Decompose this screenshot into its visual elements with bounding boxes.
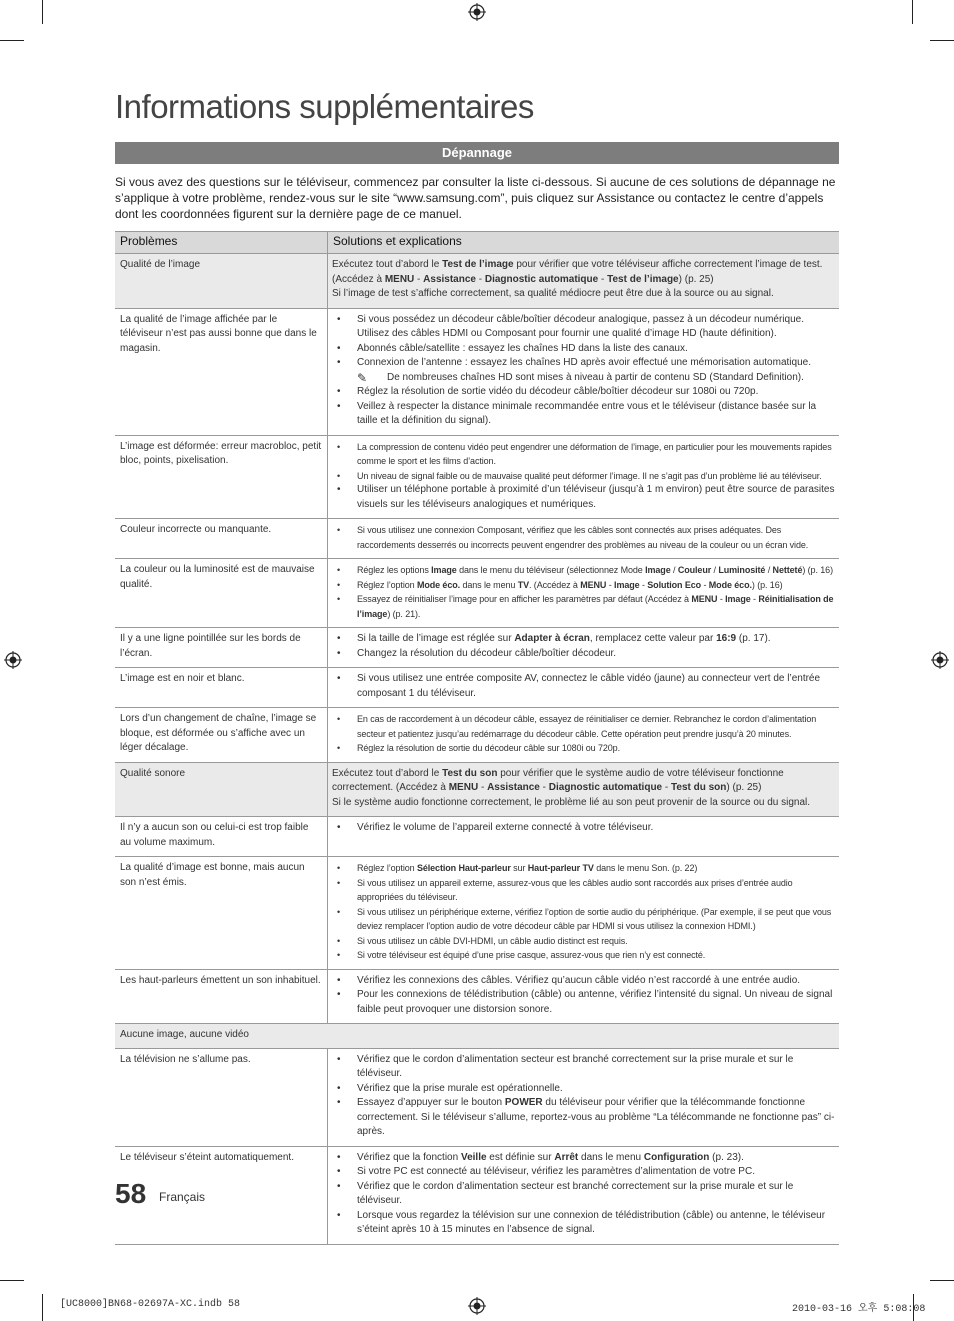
solution-cell [328, 308, 840, 435]
page-language: Français [159, 1190, 206, 1204]
solution-cell [328, 519, 840, 559]
registration-mark-icon [468, 3, 486, 21]
solution-list [332, 440, 835, 513]
registration-mark-icon [931, 651, 949, 669]
table-row [115, 1024, 839, 1049]
list-item: • La compression de contenu vidéo peut engendrer une déformation de l’image, en particulier pour les mouvements rapides comme le sport et les films d’action. [332, 440, 835, 469]
list-item: • Vérifiez que le cordon d’alimentation secteur est branché correctement sur la prise murale et sur le téléviseur. [332, 1180, 835, 1209]
list-item: • En cas de raccordement à un décodeur câble, essayez de réinitialiser ce dernier. Rebranchez le cordon d’alimentation secteur et patientez jusqu’au redémarrage du décodeur câble. Cette opération peut prendre jusqu’à 20 minutes. [332, 712, 835, 741]
problem-cell: Lors d’un changement de chaîne, l’image se bloque, est déformée ou s’affiche avec un léger décalage. [115, 708, 328, 763]
column-header-problems: Problèmes [115, 232, 328, 254]
list-item: • Vérifiez que la fonction Veille est définie sur Arrêt dans le menu Configuration (p. 23). [332, 1151, 835, 1166]
list-item: • Réglez la résolution de sortie vidéo du décodeur câble/boîtier décodeur sur 1080i ou 720p. [332, 385, 835, 400]
solution-cell [328, 969, 840, 1024]
list-item: • Si vous utilisez une entrée composite AV, connectez le câble vidéo (jaune) au connecteur vert de l’entrée composant 1 du téléviseur. [332, 672, 835, 701]
problem-cell: La qualité de l’image affichée par le téléviseur n’est pas aussi bonne que dans le magasin. [115, 308, 328, 435]
list-item: • Si la taille de l’image est réglée sur Adapter à écran, remplacez cette valeur par 16:9 (p. 17). [332, 632, 835, 647]
table-row [115, 817, 839, 857]
list-item: • Essayez d’appuyer sur le bouton POWER du téléviseur pour vérifier que la télécommande fonctionne correctement. Si le téléviseur s’allume, reportez-vous au problème “La télécommande ne fonctionne pas” ci-après. [332, 1096, 835, 1140]
list-item: • Lorsque vous regardez la télévision sur une connexion de télédistribution (câble) ou antenne, le téléviseur s’éteint après 10 à 15 minutes en l’absence de signal. [332, 1209, 835, 1238]
table-body [115, 254, 839, 1245]
list-item: • Si vous utilisez un appareil externe, assurez-vous que les câbles audio sont raccordés aux prises d’entrée audio appropriées du téléviseur. [332, 876, 835, 905]
registration-mark-icon [468, 1297, 486, 1315]
crop-mark [42, 0, 43, 24]
problem-cell: Les haut-parleurs émettent un son inhabituel. [115, 969, 328, 1024]
section-heading-cell: Aucune image, aucune vidéo [115, 1024, 839, 1049]
problem-cell: Qualité de l’image [115, 254, 328, 309]
problem-cell: Il n’y a aucun son ou celui-ci est trop faible au volume maximum. [115, 817, 328, 857]
solution-list [332, 523, 835, 552]
list-item: • Réglez l’option Mode éco. dans le menu TV. (Accédez à MENU - Image - Solution Eco - Mode éco.) (p. 16) [332, 578, 835, 593]
table-row [115, 969, 839, 1024]
list-item: • Veillez à respecter la distance minimale recommandée entre vous et le téléviseur (distance basée sur la taille et la définition du signal). [332, 400, 835, 429]
solution-cell [328, 708, 840, 763]
list-item: • Vérifiez le volume de l’appareil externe connecté à votre téléviseur. [332, 821, 835, 836]
table-row [115, 1146, 839, 1244]
table-row [115, 857, 839, 970]
list-item: • Si votre téléviseur est équipé d’une prise casque, assurez-vous que rien n’y est connecté. [332, 948, 835, 963]
solution-list [332, 712, 835, 756]
table-row [115, 559, 839, 628]
page-title: Informations supplémentaires [115, 88, 534, 125]
crop-mark [912, 0, 913, 24]
list-item: • Vérifiez que la prise murale est opérationnelle. [332, 1082, 835, 1097]
list-item: • Réglez la résolution de sortie du décodeur câble sur 1080i ou 720p. [332, 741, 835, 756]
crop-mark [0, 1280, 24, 1281]
solution-cell [328, 668, 840, 708]
solution-list [332, 672, 835, 701]
solution-cell [328, 435, 840, 519]
list-item: • Un niveau de signal faible ou de mauvaise qualité peut déformer l’image. Il ne s’agit pas d’un problème lié au téléviseur. [332, 469, 835, 484]
list-item: • Vérifiez que le cordon d’alimentation secteur est branché correctement sur la prise murale et sur le téléviseur. [332, 1053, 835, 1082]
crop-mark [0, 40, 24, 41]
crop-mark [930, 1280, 954, 1281]
table-row [115, 628, 839, 668]
solution-list [332, 632, 835, 661]
table-row [115, 435, 839, 519]
problem-cell: La couleur ou la luminosité est de mauvaise qualité. [115, 559, 328, 628]
list-item: • Pour les connexions de télédistribution (câble) ou antenne, vérifiez l’intensité du signal. Un niveau de signal faible peut provoquer une distorsion sonore. [332, 988, 835, 1017]
list-item: • Utiliser un téléphone portable à proximité d’un téléviseur (jusqu’à 1 m environ) peut être source de parasites visuels sur les téléviseurs analogiques et numériques. [332, 483, 835, 512]
solution-cell [328, 1146, 840, 1244]
solution-cell [328, 857, 840, 970]
solution-cell: Exécutez tout d’abord le Test de l’image pour vérifier que votre téléviseur affiche correctement l’image de test. (Accédez à MENU - Assistance - Diagnostic automatique - Test de l’image) (p. 25) Si l’image de test s’affiche correctement, sa qualité médiocre peut être due à la source ou au signal. [328, 254, 840, 309]
list-item: • Essayez de réinitialiser l’image pour en afficher les paramètres par défaut (Accédez à MENU - Image - Réinitialisation de l’image) (p. 21). [332, 592, 835, 621]
list-item: • Réglez les options Image dans le menu du téléviseur (sélectionnez Mode Image / Couleur / Luminosité / Netteté) (p. 16) [332, 563, 835, 578]
registration-mark-icon [4, 651, 22, 669]
list-item: • Si votre PC est connecté au téléviseur, vérifiez les paramètres d’alimentation de votre PC. [332, 1165, 835, 1180]
problem-cell: La télévision ne s’allume pas. [115, 1048, 328, 1146]
column-header-solutions: Solutions et explications [328, 232, 840, 254]
solution-cell: Exécutez tout d’abord le Test du son pour vérifier que le système audio de votre téléviseur fonctionne correctement. (Accédez à MENU - Assistance - Diagnostic automatique - Test du son) (p. 25) Si le système audio fonctionne correctement, le problème lié au son peut provenir de la source ou du signal. [328, 762, 840, 817]
page-number: 58 [115, 1178, 147, 1209]
table-row [115, 254, 839, 309]
crop-mark [930, 40, 954, 41]
intro-paragraph: Si vous avez des questions sur le téléviseur, commencez par consulter la liste ci-dessous. Si aucune de ces solutions de dépannage ne s’applique à votre problème, rendez-vous sur le site “www.samsung.com”, puis cliquez sur Assistance ou contactez le centre d’appels dont les coordonnées figurent sur la dernière page de ce manuel. [115, 175, 836, 221]
list-item: • Réglez l’option Sélection Haut-parleur sur Haut-parleur TV dans le menu Son. (p. 22) [332, 861, 835, 876]
note-item: ✎ De nombreuses chaînes HD sont mises à niveau à partir de contenu SD (Standard Definition). [332, 371, 835, 386]
solution-cell [328, 1048, 840, 1146]
solution-cell [328, 559, 840, 628]
list-item: • Abonnés câble/satellite : essayez les chaînes HD dans la liste des canaux. [332, 342, 835, 357]
solution-list [332, 821, 835, 836]
solution-list [332, 974, 835, 1018]
table-row [115, 762, 839, 817]
troubleshooting-table [115, 231, 839, 1245]
footer-file-info: [UC8000]BN68-02697A-XC.indb 58 [60, 1299, 241, 1310]
problem-cell: Couleur incorrecte ou manquante. [115, 519, 328, 559]
problem-cell: Le téléviseur s’éteint automatiquement. [115, 1146, 328, 1244]
list-item: • Si vous utilisez un périphérique externe, vérifiez l’option de sortie audio du périphérique. (Par exemple, il se peut que vous deviez remplacer l’option audio de votre décodeur câble par HDMI si vous utilisez la connexion HDMI.) [332, 905, 835, 934]
section-banner: Dépannage [115, 142, 839, 164]
footer-date: 2010-03-16 오후 5:08:08 [792, 1304, 926, 1315]
list-item: • Vérifiez les connexions des câbles. Vérifiez qu’aucun câble vidéo n’est raccordé à une entrée audio. [332, 974, 835, 989]
problem-cell: Il y a une ligne pointillée sur les bords de l’écran. [115, 628, 328, 668]
solution-cell [328, 817, 840, 857]
solution-cell [328, 628, 840, 668]
problem-cell: L’image est déformée: erreur macrobloc, petit bloc, points, pixelisation. [115, 435, 328, 519]
solution-list [332, 313, 835, 429]
problem-cell: La qualité d’image est bonne, mais aucun son n’est émis. [115, 857, 328, 970]
solution-list [332, 1053, 835, 1140]
solution-list [332, 861, 835, 963]
table-row [115, 1048, 839, 1146]
table-row [115, 308, 839, 435]
solution-list [332, 1151, 835, 1238]
table-row [115, 519, 839, 559]
problem-cell: Qualité sonore [115, 762, 328, 817]
list-item: • Si vous possédez un décodeur câble/boîtier décodeur analogique, passez à un décodeur numérique. Utilisez des câbles HDMI ou Composant pour fournir une qualité d’image HD (haute définition). [332, 313, 835, 342]
list-item: • Changez la résolution du décodeur câble/boîtier décodeur. [332, 647, 835, 662]
list-item: • Connexion de l’antenne : essayez les chaînes HD après avoir effectué une mémorisation automatique. [332, 356, 835, 371]
list-item: • Si vous utilisez un câble DVI-HDMI, un câble audio distinct est requis. [332, 934, 835, 949]
table-row [115, 708, 839, 763]
solution-list [332, 563, 835, 621]
list-item: • Si vous utilisez une connexion Composant, vérifiez que les câbles sont connectés aux prises adéquates. Des raccordements desserrés ou incorrects peuvent engendrer des problèmes au niveau de la couleur ou un écran vide. [332, 523, 835, 552]
problem-cell: L’image est en noir et blanc. [115, 668, 328, 708]
table-header-row [115, 232, 839, 254]
table-row [115, 668, 839, 708]
